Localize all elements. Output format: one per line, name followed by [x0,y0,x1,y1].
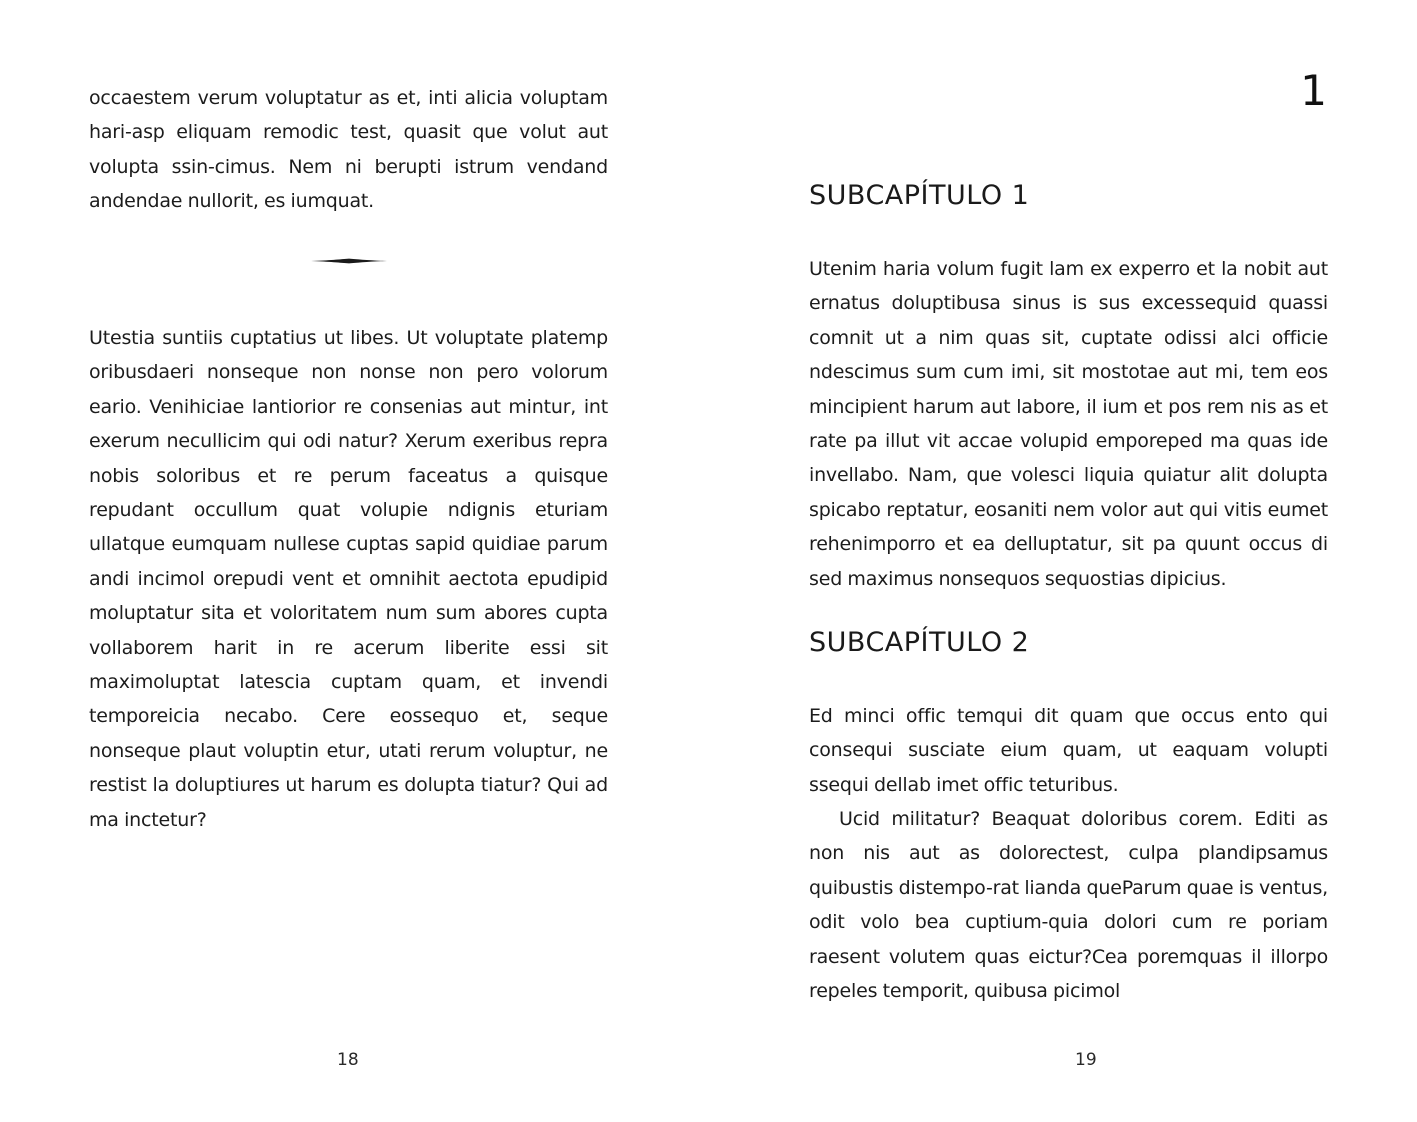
right-page [709,0,1417,1122]
subchapter-1-heading: SUBCAPÍTULO 1 [809,180,1030,211]
left-paragraph-2: Utestia suntiis cuptatius ut libes. Ut voluptate platemp oribusdaeri nonseque non nonse non pero volorum eario. Venihiciae lantiorior re consenias aut mintur, int exerum necullicim qui odi natur? Xerum exeribus repra nobis soloribus et re perum faceatus a quisque repudant occullum quat volupie ndignis eturiam ullatque eumquam nullese cuptas sapid quidiae parum andi incimol orepudi vent et omnihit aectota epudipid moluptatur sita et voloritatem num sum abores cupta vollaborem harit in re acerum liberite essi sit maximoluptat latescia cuptam quam, et invendi temporeicia necabo. Cere eossequo et, seque nonseque plaut voluptin etur, utati rerum voluptur, ne restist la doluptiures ut harum es dolupta tiatur? Qui ad ma inctetur? [89,327,608,831]
subchapter-2-heading: SUBCAPÍTULO 2 [809,627,1030,658]
subchapter-1-paragraph: Utenim haria volum fugit lam ex experro et la nobit aut ernatus doluptibusa sinus is sus excessequid quassi comnit ut a nim quas sit, cuptate odissi alci officie ndescimus sum cum imi, sit mostotae aut mi, tem eos mincipient harum aut labore, il ium et pos rem nis as et rate pa illut vit accae volupid emporeped ma quas ide invellabo. Nam, que volesci liquia quiatur alit dolupta spicabo reptatur, eosaniti nem volor aut qui vitis eumet rehenimporro et ea delluptatur, sit pa quunt occus di sed maximus nonsequos sequostias dipicius. [809,258,1328,590]
chapter-number: 1 [1300,66,1327,115]
section-divider-icon [311,255,387,267]
page-number-left: 18 [337,1050,359,1070]
subchapter-2-paragraph-1: Ed minci offic temqui dit quam que occus ento qui consequi susciate eium quam, ut eaquam volupti ssequi dellab imet offic teturibus. [809,705,1328,796]
left-paragraph-1: occaestem verum voluptatur as et, inti alicia voluptam hari-asp eliquam remodic test, quasit que volut aut volupta ssin-cimus. Nem ni berupti istrum vendand andendae nullorit, es iumquat. [89,87,608,213]
left-page [0,0,708,1122]
subchapter-2-paragraph-2: Ucid militatur? Beaquat doloribus corem. Editi as non nis aut as dolorectest, culpa plandipsamus quibustis distempo-rat lianda queParum quae is ventus, odit volo bea cuptium-quia dolori cum re poriam raesent volutem quas eictur?Cea poremquas il illorpo repeles temporit, quibusa picimol [809,808,1328,1003]
page-number-right: 19 [1075,1050,1097,1070]
